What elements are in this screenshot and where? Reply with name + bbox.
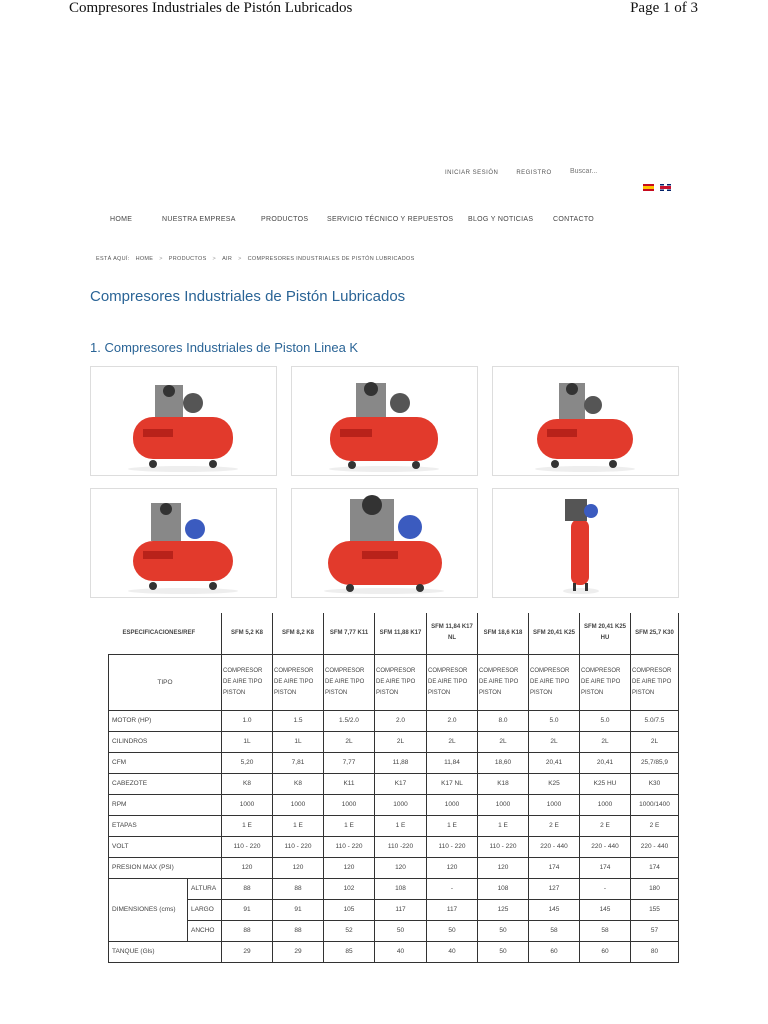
- spain-flag-icon[interactable]: [643, 184, 654, 191]
- specifications-table: [108, 613, 679, 963]
- table-cell: 80: [631, 941, 679, 962]
- table-cell: 117: [375, 899, 427, 920]
- section-title: 1. Compresores Industriales de Piston Linea K: [90, 340, 359, 355]
- register-link[interactable]: REGISTRO: [516, 170, 552, 176]
- table-cell: 1 E: [427, 815, 478, 836]
- tipo-cell: COMPRESOR DE AIRE TIPO PISTON: [478, 654, 529, 710]
- search-input[interactable]: [570, 168, 670, 175]
- table-cell: 120: [273, 857, 324, 878]
- table-cell: 1000: [529, 794, 580, 815]
- table-cell: 220 - 440: [580, 836, 631, 857]
- table-cell: 2L: [375, 731, 427, 752]
- spec-body: [109, 710, 679, 878]
- table-cell: 220 - 440: [631, 836, 679, 857]
- table-cell: 40: [375, 941, 427, 962]
- table-cell: 29: [273, 941, 324, 962]
- table-cell: 5,20: [222, 752, 273, 773]
- nav-nuestra-empresa[interactable]: NUESTRA EMPRESA: [162, 216, 236, 223]
- table-cell: 1 E: [324, 815, 375, 836]
- table-cell: 2.0: [375, 710, 427, 731]
- table-cell: 110 - 220: [222, 836, 273, 857]
- tanque-body: [109, 941, 679, 962]
- table-cell: 88: [273, 920, 324, 941]
- table-cell: 2L: [478, 731, 529, 752]
- product-image[interactable]: [90, 488, 277, 598]
- table-cell: 108: [375, 878, 427, 899]
- table-cell: 110 - 220: [478, 836, 529, 857]
- row-label: CILINDROS: [109, 731, 222, 752]
- dims-body: [109, 878, 679, 941]
- table-cell: 50: [478, 941, 529, 962]
- table-cell: 2 E: [631, 815, 679, 836]
- tipo-cell: COMPRESOR DE AIRE TIPO PISTON: [580, 654, 631, 710]
- table-cell: 58: [529, 920, 580, 941]
- table-cell: 120: [427, 857, 478, 878]
- table-header-row: [109, 613, 679, 654]
- nav-productos[interactable]: PRODUCTOS: [261, 216, 309, 223]
- product-image[interactable]: [492, 366, 679, 476]
- table-cell: K11: [324, 773, 375, 794]
- product-image[interactable]: [291, 488, 478, 598]
- model-header: SFM 11,84 K17 NL: [427, 613, 478, 654]
- table-cell: 1000: [324, 794, 375, 815]
- model-header: SFM 11,88 K17: [375, 613, 427, 654]
- table-cell: 50: [478, 920, 529, 941]
- login-link[interactable]: INICIAR SESIÓN: [445, 170, 499, 176]
- table-row: [109, 836, 679, 857]
- tipo-cell: COMPRESOR DE AIRE TIPO PISTON: [222, 654, 273, 710]
- table-cell: 180: [631, 878, 679, 899]
- tipo-cell: COMPRESOR DE AIRE TIPO PISTON: [273, 654, 324, 710]
- row-label: CABEZOTE: [109, 773, 222, 794]
- table-cell: 5.0/7.5: [631, 710, 679, 731]
- table-cell: 1.0: [222, 710, 273, 731]
- table-cell: 2L: [324, 731, 375, 752]
- table-cell: 220 - 440: [529, 836, 580, 857]
- table-cell: 1 E: [222, 815, 273, 836]
- table-cell: 7,77: [324, 752, 375, 773]
- table-cell: K8: [273, 773, 324, 794]
- table-cell: 1000: [222, 794, 273, 815]
- table-cell: 1 E: [478, 815, 529, 836]
- breadcrumb-air[interactable]: AIR: [222, 256, 233, 262]
- table-row: [109, 878, 679, 899]
- table-cell: 110 - 220: [273, 836, 324, 857]
- tipo-cell: COMPRESOR DE AIRE TIPO PISTON: [427, 654, 478, 710]
- tipo-label: TIPO: [109, 654, 222, 710]
- table-cell: 174: [529, 857, 580, 878]
- table-cell: 120: [222, 857, 273, 878]
- page-title: Compresores Industriales de Pistón Lubricados: [90, 288, 406, 305]
- table-cell: 155: [631, 899, 679, 920]
- table-cell: 2 E: [580, 815, 631, 836]
- table-row: [109, 710, 679, 731]
- table-cell: 2L: [529, 731, 580, 752]
- spec-corner-label: ESPECIFICACIONES/REF: [122, 630, 196, 637]
- table-cell: 7,81: [273, 752, 324, 773]
- tipo-cell: COMPRESOR DE AIRE TIPO PISTON: [631, 654, 679, 710]
- product-image[interactable]: [291, 366, 478, 476]
- row-label: PRESION MAX (PSI): [109, 857, 222, 878]
- table-cell: K25 HU: [580, 773, 631, 794]
- table-cell: 2L: [427, 731, 478, 752]
- table-cell: 120: [478, 857, 529, 878]
- table-cell: 60: [529, 941, 580, 962]
- table-cell: 110 - 220: [324, 836, 375, 857]
- table-cell: 1 E: [273, 815, 324, 836]
- table-row: [109, 899, 679, 920]
- table-cell: 2L: [580, 731, 631, 752]
- tipo-cell: COMPRESOR DE AIRE TIPO PISTON: [324, 654, 375, 710]
- model-header: SFM 7,77 K11: [324, 613, 375, 654]
- top-bar: [445, 170, 552, 176]
- table-cell: 1 E: [375, 815, 427, 836]
- model-header: SFM 20,41 K25: [529, 613, 580, 654]
- breadcrumb-separator: >: [212, 256, 217, 262]
- row-label: CFM: [109, 752, 222, 773]
- model-header: SFM 18,6 K18: [478, 613, 529, 654]
- table-cell: 11,88: [375, 752, 427, 773]
- pdf-page-number: Page 1 of 3: [630, 0, 698, 16]
- nav-servicio-tecnico[interactable]: SERVICIO TÉCNICO Y REPUESTOS: [327, 216, 454, 223]
- table-cell: 50: [375, 920, 427, 941]
- table-cell: 1L: [273, 731, 324, 752]
- language-switcher: [643, 184, 671, 191]
- nav-blog[interactable]: BLOG Y NOTICIAS: [468, 216, 534, 223]
- table-cell: 29: [222, 941, 273, 962]
- table-row: [109, 941, 679, 962]
- table-cell: 25,7/85,9: [631, 752, 679, 773]
- breadcrumb: [96, 256, 415, 262]
- table-cell: 1000: [427, 794, 478, 815]
- uk-flag-icon[interactable]: [660, 184, 671, 191]
- table-cell: 50: [427, 920, 478, 941]
- table-cell: 120: [324, 857, 375, 878]
- table-cell: 145: [580, 899, 631, 920]
- table-cell: 11,84: [427, 752, 478, 773]
- table-cell: 57: [631, 920, 679, 941]
- table-cell: 88: [222, 920, 273, 941]
- table-cell: 40: [427, 941, 478, 962]
- dimension-label: LARGO: [188, 899, 222, 920]
- dimension-label: ANCHO: [188, 920, 222, 941]
- model-header: SFM 20,41 K25 HU: [580, 613, 631, 654]
- table-cell: 91: [273, 899, 324, 920]
- model-header: SFM 5,2 K8: [222, 613, 273, 654]
- tanque-label: TANQUE (Gls): [109, 941, 222, 962]
- tipo-cell: COMPRESOR DE AIRE TIPO PISTON: [375, 654, 427, 710]
- table-row: [109, 857, 679, 878]
- table-cell: 85: [324, 941, 375, 962]
- table-cell: 120: [375, 857, 427, 878]
- breadcrumb-prefix: ESTÁ AQUÍ:: [96, 256, 130, 262]
- table-cell: 2 E: [529, 815, 580, 836]
- table-cell: 1L: [222, 731, 273, 752]
- table-cell: 174: [580, 857, 631, 878]
- table-cell: 5.0: [580, 710, 631, 731]
- pdf-header: [0, 0, 768, 20]
- main-nav: [110, 216, 594, 223]
- model-header: SFM 25,7 K30: [631, 613, 679, 654]
- dimension-label: ALTURA: [188, 878, 222, 899]
- table-row: [109, 773, 679, 794]
- table-cell: 5.0: [529, 710, 580, 731]
- tipo-cell: COMPRESOR DE AIRE TIPO PISTON: [529, 654, 580, 710]
- breadcrumb-current: COMPRESORES INDUSTRIALES DE PISTÓN LUBRICADOS: [247, 256, 415, 262]
- table-cell: 2L: [631, 731, 679, 752]
- table-row: [109, 794, 679, 815]
- table-cell: 1.5/2.0: [324, 710, 375, 731]
- row-label: MOTOR (HP): [109, 710, 222, 731]
- breadcrumb-home[interactable]: HOME: [135, 256, 154, 262]
- table-cell: 20,41: [529, 752, 580, 773]
- table-cell: 8.0: [478, 710, 529, 731]
- breadcrumb-productos[interactable]: PRODUCTOS: [168, 256, 207, 262]
- table-cell: 102: [324, 878, 375, 899]
- table-cell: K8: [222, 773, 273, 794]
- table-cell: K18: [478, 773, 529, 794]
- table-row: [109, 920, 679, 941]
- table-cell: -: [427, 878, 478, 899]
- table-row: [109, 815, 679, 836]
- table-cell: 18,60: [478, 752, 529, 773]
- table-cell: 127: [529, 878, 580, 899]
- table-cell: K17: [375, 773, 427, 794]
- table-cell: 88: [273, 878, 324, 899]
- row-label: ETAPAS: [109, 815, 222, 836]
- table-cell: 91: [222, 899, 273, 920]
- row-label: RPM: [109, 794, 222, 815]
- table-cell: 2.0: [427, 710, 478, 731]
- table-cell: 117: [427, 899, 478, 920]
- row-label: VOLT: [109, 836, 222, 857]
- table-cell: 105: [324, 899, 375, 920]
- nav-contacto[interactable]: CONTACTO: [553, 216, 595, 223]
- pdf-title: Compresores Industriales de Pistón Lubricados: [69, 0, 353, 16]
- table-cell: 125: [478, 899, 529, 920]
- table-cell: 52: [324, 920, 375, 941]
- table-cell: 60: [580, 941, 631, 962]
- table-cell: 58: [580, 920, 631, 941]
- table-cell: 1000: [273, 794, 324, 815]
- table-cell: K17 NL: [427, 773, 478, 794]
- table-row: [109, 752, 679, 773]
- product-image[interactable]: [90, 366, 277, 476]
- table-cell: -: [580, 878, 631, 899]
- table-row: [109, 654, 679, 710]
- table-cell: 1000: [478, 794, 529, 815]
- product-image[interactable]: [492, 488, 679, 598]
- table-cell: 1000: [580, 794, 631, 815]
- table-cell: K25: [529, 773, 580, 794]
- breadcrumb-separator: >: [238, 256, 242, 262]
- table-cell: 1.5: [273, 710, 324, 731]
- table-cell: 1000/1400: [631, 794, 679, 815]
- breadcrumb-separator: >: [159, 256, 163, 262]
- table-cell: 110 - 220: [427, 836, 478, 857]
- table-cell: 174: [631, 857, 679, 878]
- table-cell: 108: [478, 878, 529, 899]
- dimensiones-label: DIMENSIONES (cms): [109, 878, 188, 941]
- table-row: [109, 731, 679, 752]
- table-cell: K30: [631, 773, 679, 794]
- model-header: SFM 8,2 K8: [273, 613, 324, 654]
- table-cell: 110 -220: [375, 836, 427, 857]
- nav-home[interactable]: HOME: [110, 216, 133, 223]
- table-cell: 88: [222, 878, 273, 899]
- table-cell: 145: [529, 899, 580, 920]
- table-cell: 1000: [375, 794, 427, 815]
- table-cell: 20,41: [580, 752, 631, 773]
